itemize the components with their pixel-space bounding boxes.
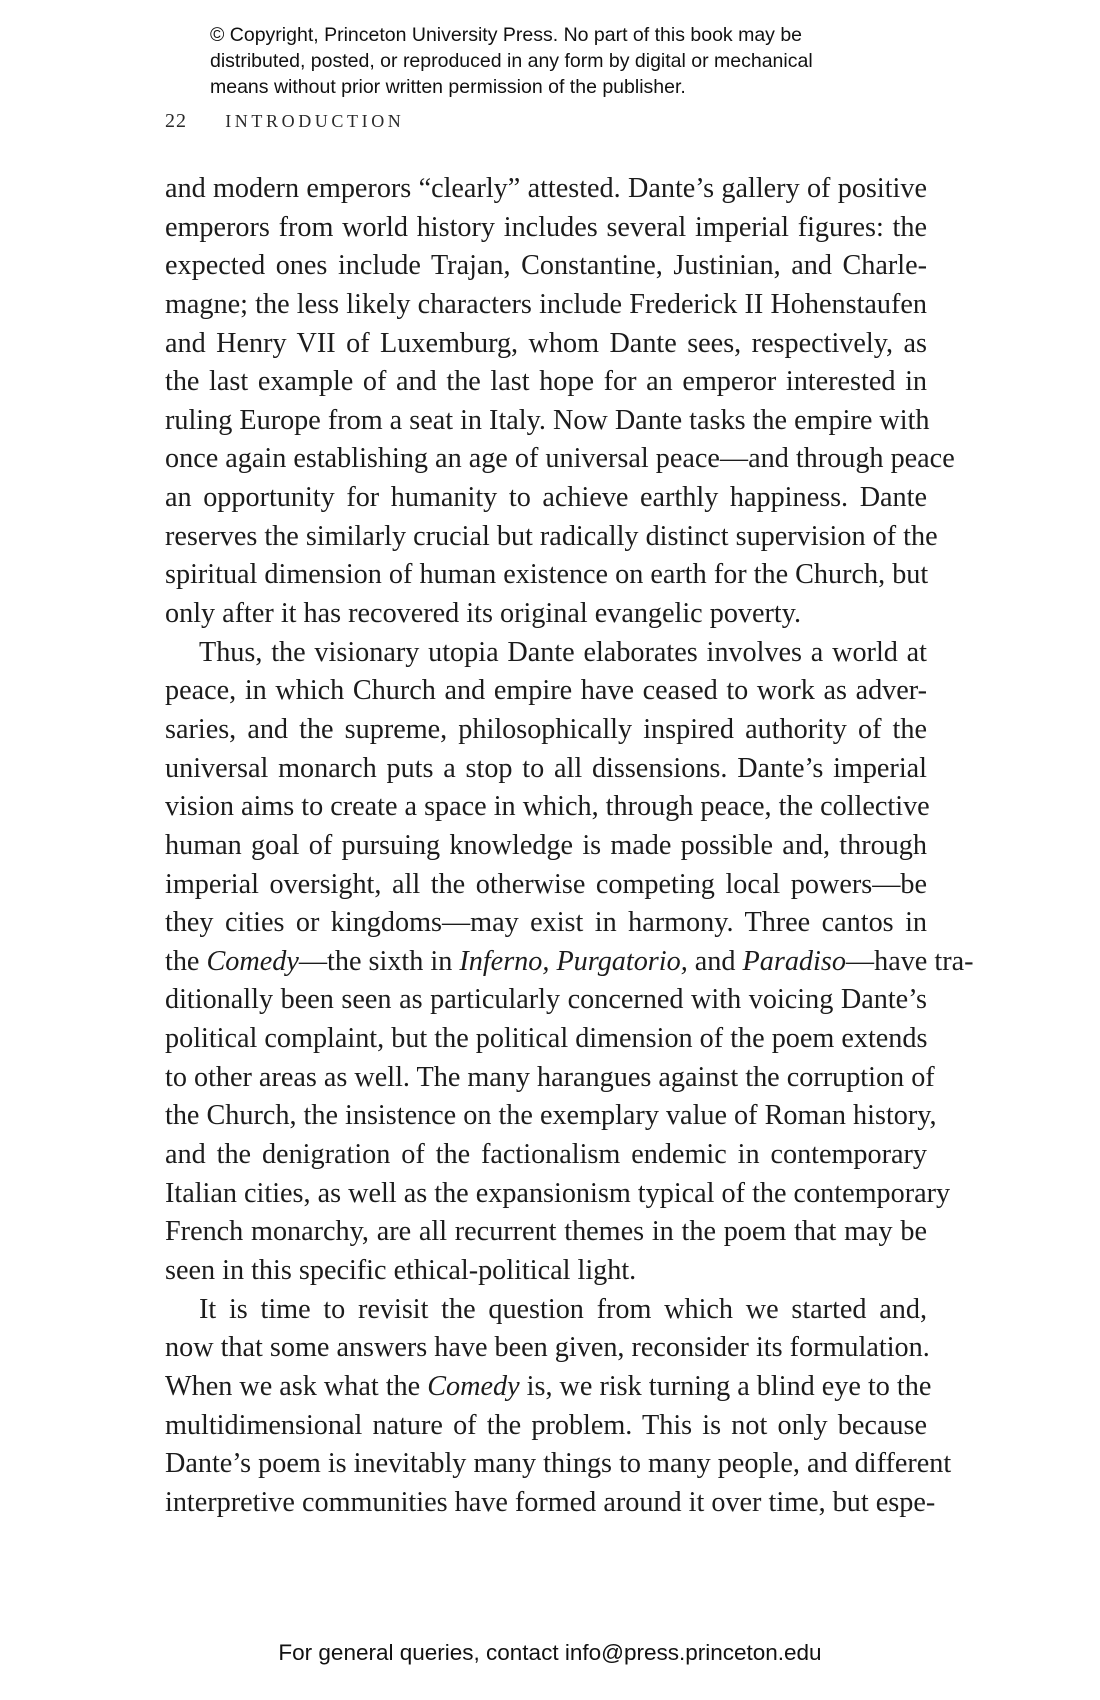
text-line: ditionally been seen as particularly concerned with voicing Dante’s [165, 984, 927, 1016]
text-line: an opportunity for humanity to achieve earthly happiness. Dante [165, 482, 927, 514]
text-line: seen in this specific ethical-political light. [165, 1254, 637, 1286]
text-line: only after it has recovered its original evangelic poverty. [165, 598, 802, 630]
text-line: Dante’s poem is inevitably many things to many people, and different [165, 1448, 952, 1480]
body-text [165, 170, 974, 1522]
text-line: spiritual dimension of human existence on earth for the Church, but [165, 559, 929, 591]
text-line: peace, in which Church and empire have ceased to work as adver- [165, 675, 927, 707]
text-line: saries, and the supreme, philosophically inspired authority of the [165, 713, 927, 745]
text-line: and the denigration of the factionalism endemic in contemporary [165, 1139, 927, 1171]
running-head [165, 110, 404, 133]
work-title: Inferno, [459, 945, 550, 977]
text-line: reserves the similarly crucial but radically distinct supervision of the [165, 520, 938, 552]
text-run: the [165, 945, 207, 977]
work-title: Comedy [427, 1370, 520, 1402]
text-line: universal monarch puts a stop to all dissensions. Dante’s imperial [165, 752, 927, 784]
text-line: French monarchy, are all recurrent themes in the poem that may be [165, 1216, 927, 1248]
copyright-line: © Copyright, Princeton University Press. No part of this book may be [210, 24, 803, 46]
text-line: vision aims to create a space in which, through peace, the collective [165, 791, 930, 823]
text-line: now that some answers have been given, reconsider its formulation. [165, 1332, 930, 1364]
text-run: and [687, 945, 743, 977]
text-line: the Church, the insistence on the exemplary value of Roman history, [165, 1100, 937, 1132]
text-run: is, we risk turning a blind eye to the [519, 1370, 932, 1402]
text-line: expected ones include Trajan, Constantine, Justinian, and Charle- [165, 250, 927, 282]
text-line: to other areas as well. The many harangues against the corruption of [165, 1061, 935, 1093]
work-title: Comedy [206, 945, 299, 977]
copyright-notice [210, 22, 930, 100]
copyright-line: distributed, posted, or reproduced in any form by digital or mechanical [210, 50, 813, 72]
text-line: multidimensional nature of the problem. This is not only because [165, 1409, 927, 1441]
text-run: When we ask what the [165, 1370, 428, 1402]
work-title: Paradiso [742, 945, 846, 977]
text-line [165, 943, 974, 982]
text-line: once again establishing an age of universal peace—and through peace [165, 443, 955, 475]
text-line: political complaint, but the political dimension of the poem extends [165, 1023, 928, 1055]
running-head-title: INTRODUCTION [225, 111, 405, 131]
footer-contact: For general queries, contact info@press.princeton.edu [278, 1640, 822, 1665]
work-title: Purgatorio, [556, 945, 688, 977]
text-line: interpretive communities have formed around it over time, but espe- [165, 1486, 936, 1518]
text-line: and Henry VII of Luxemburg, whom Dante sees, respectively, as [165, 327, 927, 359]
text-line [165, 1368, 932, 1407]
text-line: human goal of pursuing knowledge is made possible and, through [165, 829, 927, 861]
page-number: 22 [165, 110, 187, 132]
text-line: emperors from world history includes several imperial figures: the [165, 211, 927, 243]
text-run: —have tra- [845, 945, 974, 977]
text-line: Thus, the visionary utopia Dante elaborates involves a world at [199, 636, 927, 668]
text-run: —the sixth in [298, 945, 460, 977]
copyright-line: means without prior written permission of the publisher. [210, 76, 686, 98]
text-line: Italian cities, as well as the expansionism typical of the contemporary [165, 1177, 951, 1209]
text-line: magne; the less likely characters include Frederick II Hohenstaufen [165, 288, 927, 320]
text-line: ruling Europe from a seat in Italy. Now Dante tasks the empire with [165, 404, 930, 436]
text-line: It is time to revisit the question from which we started and, [199, 1293, 927, 1325]
text-line: and modern emperors “clearly” attested. Dante’s gallery of positive [165, 173, 927, 204]
text-line: they cities or kingdoms—may exist in harmony. Three cantos in [165, 907, 927, 939]
text-line: the last example of and the last hope for an emperor interested in [165, 366, 927, 398]
text-line: imperial oversight, all the otherwise competing local powers—be [165, 868, 927, 900]
